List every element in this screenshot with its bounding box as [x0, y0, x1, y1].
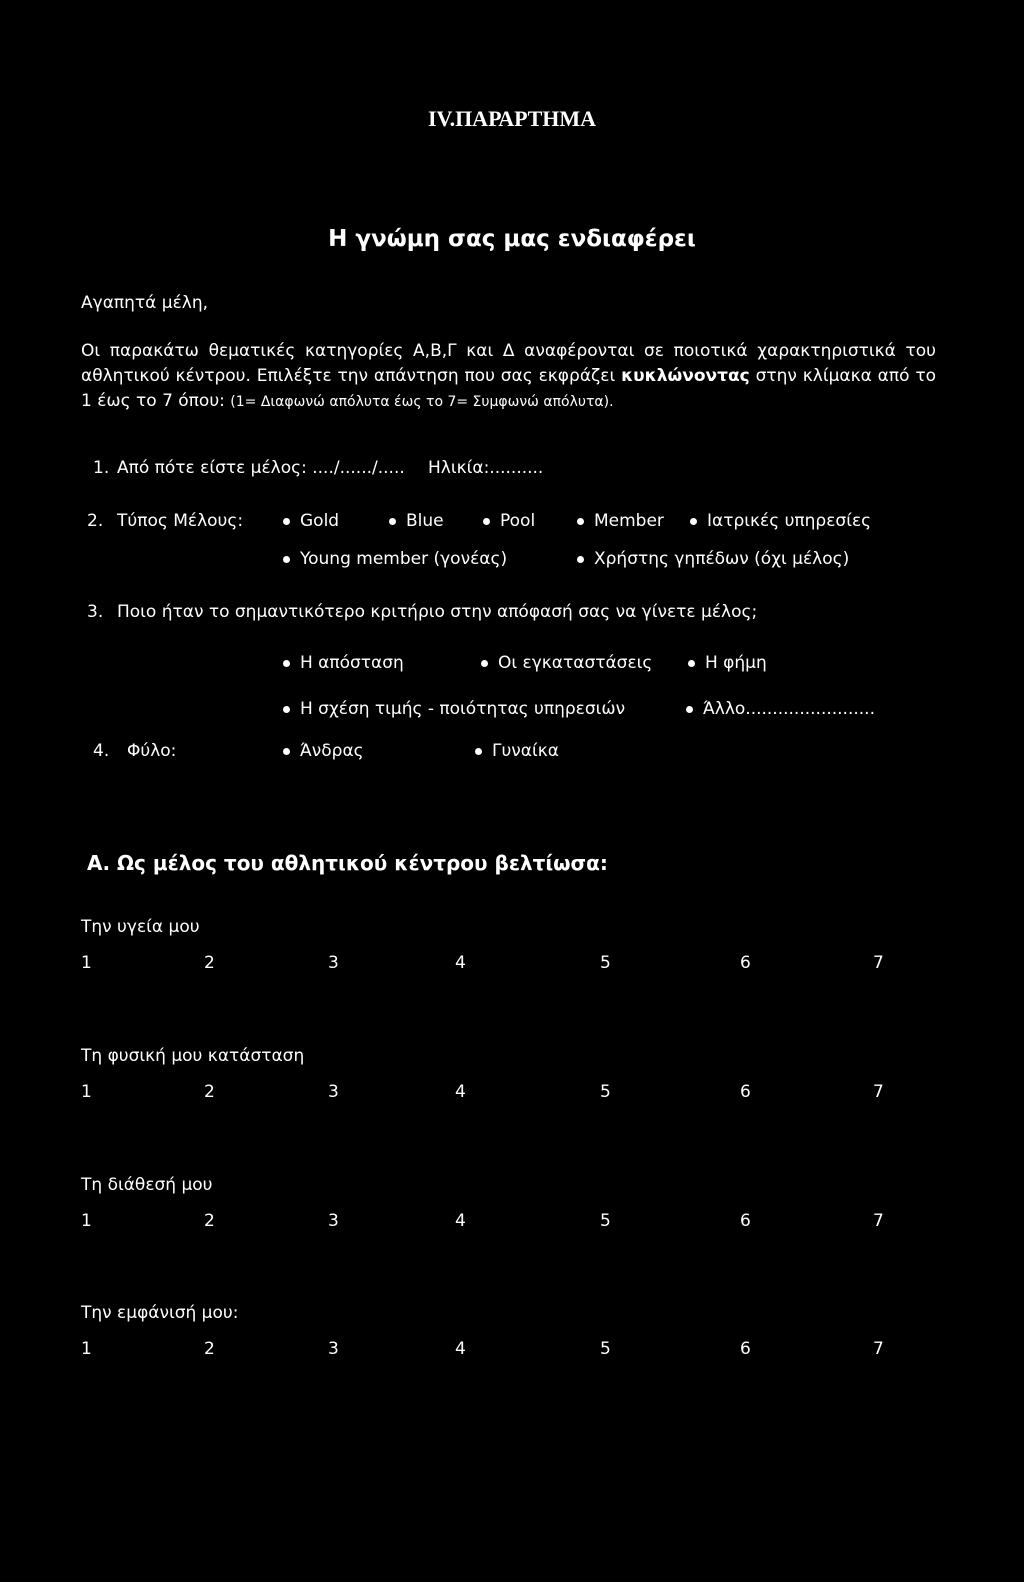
q2-option-label: Pool — [500, 511, 536, 531]
bullet-icon — [481, 660, 488, 667]
bullet-icon — [686, 706, 693, 713]
scale-option[interactable]: 2 — [204, 1211, 215, 1231]
scale-option[interactable]: 2 — [204, 953, 215, 973]
intro-paragraph — [81, 339, 936, 415]
scale-option[interactable]: 6 — [740, 953, 751, 973]
scale-option[interactable]: 1 — [81, 1211, 92, 1231]
q3-option-other[interactable] — [686, 699, 875, 719]
survey-title: Η γνώμη σας μας ενδιαφέρει — [328, 226, 696, 252]
q4-option-label: Άνδρας — [300, 741, 364, 761]
scale-option[interactable]: 3 — [328, 1082, 339, 1102]
scale-item-appearance-label: Την εμφάνισή μου: — [81, 1303, 239, 1323]
q1-number: 1. — [93, 458, 110, 478]
scale-option[interactable]: 3 — [328, 1339, 339, 1359]
q3-option-label: Οι εγκαταστάσεις — [498, 653, 653, 673]
scale-option[interactable]: 7 — [873, 953, 884, 973]
bullet-icon — [577, 518, 584, 525]
q3-option-distance[interactable] — [283, 653, 404, 673]
bullet-icon — [483, 518, 490, 525]
scale-option[interactable]: 5 — [600, 1211, 611, 1231]
scale-item-health-label: Την υγεία μου — [81, 917, 200, 937]
q2-option-label: Χρήστης γηπέδων (όχι μέλος) — [594, 549, 850, 569]
intro-scale-note: (1= Διαφωνώ απόλυτα έως το 7= Συμφωνώ απόλυτα). — [230, 394, 614, 410]
scale-option[interactable]: 5 — [600, 953, 611, 973]
scale-option[interactable]: 4 — [455, 1082, 466, 1102]
q4-option-label: Γυναίκα — [492, 741, 559, 761]
q1-label: Από πότε είστε μέλος: ..../....../..... — [117, 458, 405, 478]
q4-option-female[interactable] — [475, 741, 559, 761]
bullet-icon — [577, 556, 584, 563]
bullet-icon — [475, 748, 482, 755]
bullet-icon — [690, 518, 697, 525]
scale-item-appearance-row — [0, 1339, 1024, 1363]
q3-option-label: Η φήμη — [705, 653, 767, 673]
q2-option-member[interactable] — [577, 511, 664, 531]
scale-item-fitness-label: Τη φυσική μου κατάσταση — [81, 1046, 305, 1066]
q2-option-blue[interactable] — [389, 511, 444, 531]
q2-option-medical[interactable] — [690, 511, 871, 531]
bullet-icon — [688, 660, 695, 667]
q2-option-label: Ιατρικές υπηρεσίες — [707, 511, 872, 531]
bullet-icon — [283, 706, 290, 713]
scale-option[interactable]: 4 — [455, 953, 466, 973]
q2-option-label: Blue — [406, 511, 444, 531]
scale-item-fitness-row — [0, 1082, 1024, 1106]
q1-age: Ηλικία:.......... — [428, 458, 544, 478]
intro-text-2: στην κλίμακα από το 1 έως το 7 όπου: — [81, 366, 937, 411]
scale-item-health-row — [0, 953, 1024, 977]
q2-option-label: Gold — [300, 511, 340, 531]
salutation: Αγαπητά μέλη, — [81, 293, 208, 313]
scale-option[interactable]: 1 — [81, 953, 92, 973]
q2-option-label: Young member (γονέας) — [300, 549, 508, 569]
bullet-icon — [389, 518, 396, 525]
scale-option[interactable]: 3 — [328, 953, 339, 973]
q3-option-reputation[interactable] — [688, 653, 767, 673]
q2-option-court-user[interactable] — [577, 549, 849, 569]
scale-option[interactable]: 7 — [873, 1339, 884, 1359]
scale-option[interactable]: 4 — [455, 1211, 466, 1231]
q3-option-price-quality[interactable] — [283, 699, 625, 719]
scale-option[interactable]: 1 — [81, 1082, 92, 1102]
scale-option[interactable]: 6 — [740, 1211, 751, 1231]
scale-option[interactable]: 2 — [204, 1339, 215, 1359]
q3-option-facilities[interactable] — [481, 653, 652, 673]
bullet-icon — [283, 556, 290, 563]
scale-option[interactable]: 5 — [600, 1339, 611, 1359]
scale-option[interactable]: 6 — [740, 1339, 751, 1359]
intro-text-1: Οι παρακάτω θεματικές κατηγορίες Α,Β,Γ και Δ αναφέρονται σε ποιοτικά χαρακτηριστικά του αθλητικού κέντρου. Επιλέξτε την απάντηση που σας εκφράζει — [81, 341, 936, 386]
bullet-icon — [283, 518, 290, 525]
scale-option[interactable]: 6 — [740, 1082, 751, 1102]
bullet-icon — [283, 748, 290, 755]
q4-number: 4. — [93, 741, 110, 761]
q3-option-label: Η σχέση τιμής - ποιότητας υπηρεσιών — [300, 699, 626, 719]
q3-number: 3. — [87, 602, 104, 622]
scale-option[interactable]: 2 — [204, 1082, 215, 1102]
scale-item-mood-row — [0, 1211, 1024, 1235]
q4-option-male[interactable] — [283, 741, 364, 761]
q2-label: Τύπος Μέλους: — [117, 511, 244, 531]
q2-option-gold[interactable] — [283, 511, 339, 531]
scale-option[interactable]: 1 — [81, 1339, 92, 1359]
q3-label: Ποιο ήταν το σημαντικότερο κριτήριο στην απόφασή σας να γίνετε μέλος; — [117, 602, 758, 622]
scale-option[interactable]: 5 — [600, 1082, 611, 1102]
scale-option[interactable]: 4 — [455, 1339, 466, 1359]
q2-number: 2. — [87, 511, 104, 531]
intro-bold-word: κυκλώνοντας — [621, 366, 750, 386]
section-a-heading: Α. Ως μέλος του αθλητικού κέντρου βελτίωσα: — [87, 851, 608, 875]
q3-option-label: Η απόσταση — [300, 653, 404, 673]
q4-label: Φύλο: — [127, 741, 177, 761]
bullet-icon — [283, 660, 290, 667]
appendix-title: IV.ΠΑΡΑΡΤΗΜΑ — [427, 106, 597, 131]
scale-item-mood-label: Τη διάθεσή μου — [81, 1175, 213, 1195]
scale-option[interactable]: 7 — [873, 1082, 884, 1102]
scale-option[interactable]: 7 — [873, 1211, 884, 1231]
q3-option-label: Άλλο........................ — [703, 699, 875, 719]
q2-option-label: Member — [594, 511, 664, 531]
scale-option[interactable]: 3 — [328, 1211, 339, 1231]
q2-option-pool[interactable] — [483, 511, 535, 531]
q2-option-young-member[interactable] — [283, 549, 507, 569]
